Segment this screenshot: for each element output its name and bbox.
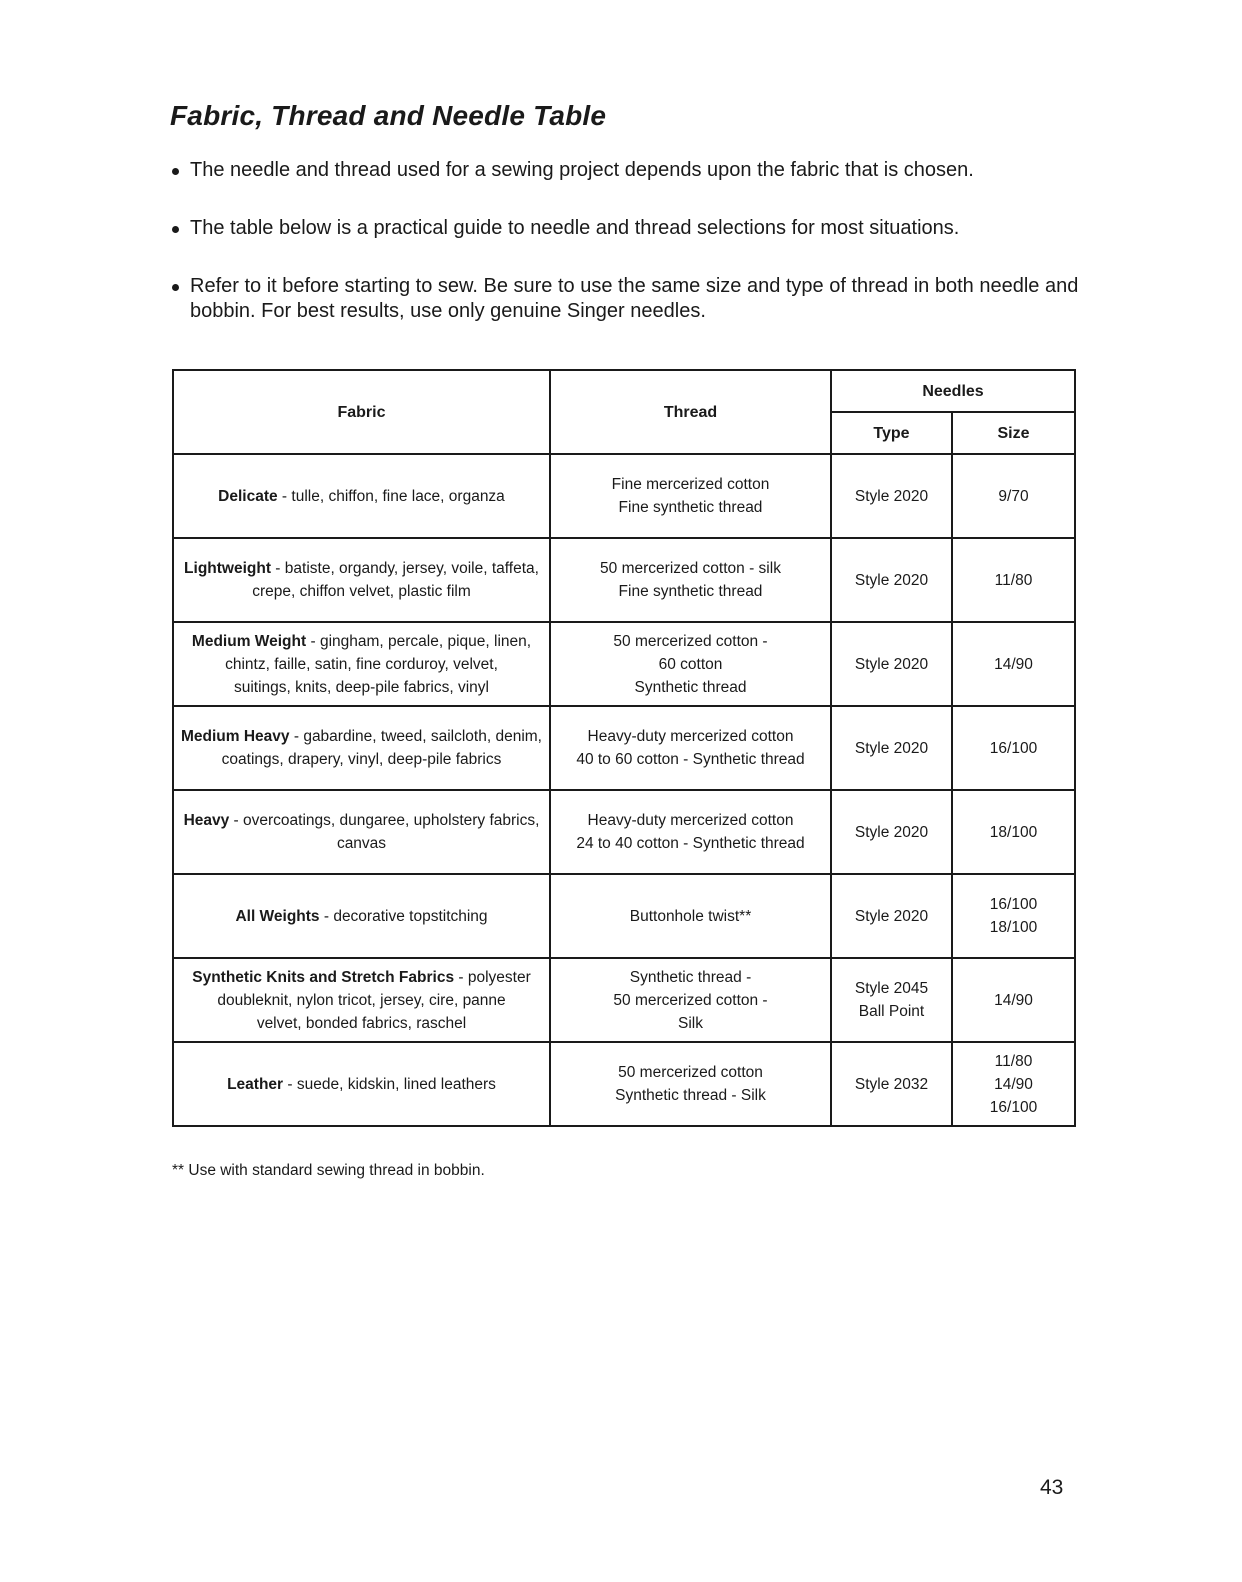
thread-cell: 50 mercerized cotton - silk Fine synthetic thread [550,538,831,622]
table-row [173,706,1075,790]
needle-type-cell: Style 2020 [831,790,952,874]
header-thread: Thread [550,370,831,454]
fabric-name: Leather [227,1075,284,1093]
needle-type-cell: Style 2020 [831,706,952,790]
fabric-desc: - polyester doubleknit, nylon tricot, jersey, cire, panne velvet, bonded fabrics, raschel [217,968,531,1032]
header-fabric: Fabric [173,370,550,454]
fabric-name: Medium Heavy [181,728,290,745]
fabric-name: All Weights [235,907,320,925]
header-needles: Needles [831,370,1075,412]
fabric-desc: - overcoatings, dungaree, upholstery fabrics, canvas [233,812,540,852]
fabric-desc: - batiste, organdy, jersey, voile, taffeta, crepe, chiffon velvet, plastic film [252,560,539,600]
footnote: ** Use with standard sewing thread in bobbin. [172,1162,485,1179]
thread-cell: 50 mercerized cotton - 60 cotton Synthetic thread [550,622,831,706]
needle-size-cell: 14/90 [952,958,1075,1042]
thread-cell: Fine mercerized cotton Fine synthetic thread [550,454,831,538]
bullet-text: The table below is a practical guide to needle and thread selections for most situations. [190,217,960,239]
needle-size-cell: 11/80 14/90 16/100 [952,1042,1075,1126]
bullet-item [170,274,1090,324]
needle-size-cell: 16/100 [952,706,1075,790]
needle-type-cell: Style 2020 [831,874,952,958]
fabric-desc: - tulle, chiffon, fine lace, organza [277,487,505,505]
needle-type-cell: Style 2045 Ball Point [831,958,952,1042]
thread-cell: 50 mercerized cotton Synthetic thread - Silk [550,1042,831,1126]
table-row [173,874,1075,958]
fabric-cell [173,454,550,538]
table-row [173,958,1075,1042]
bullet-dot-icon [172,284,179,291]
header-type: Type [831,412,952,454]
fabric-cell [173,958,550,1042]
page-number: 43 [1040,1476,1064,1499]
needle-type-cell: Style 2020 [831,622,952,706]
table-row [173,790,1075,874]
table-row [173,454,1075,538]
table-row [173,538,1075,622]
fabric-desc: - gabardine, tweed, sailcloth, denim, coatings, drapery, vinyl, deep-pile fabrics [221,728,542,768]
fabric-cell [173,538,550,622]
fabric-desc: - suede, kidskin, lined leathers [283,1075,496,1093]
needle-size-cell: 16/100 18/100 [952,874,1075,958]
needle-type-cell: Style 2020 [831,538,952,622]
fabric-name: Medium Weight [191,632,307,650]
intro-bullets [170,158,1090,357]
thread-cell: Synthetic thread - 50 mercerized cotton - Silk [550,958,831,1042]
fabric-name: Synthetic Knits and Stretch Fabrics [192,968,455,986]
needle-size-cell: 14/90 [952,622,1075,706]
table-row [173,622,1075,706]
fabric-cell [173,622,550,706]
fabric-name: Heavy [183,812,230,829]
bullet-text: The needle and thread used for a sewing project depends upon the fabric that is chosen. [190,159,974,181]
fabric-cell [173,874,550,958]
thread-cell: Heavy-duty mercerized cotton 40 to 60 cotton - Synthetic thread [550,706,831,790]
fabric-desc: - gingham, percale, pique, linen, chintz, faille, satin, fine corduroy, velvet, suitings, knits, deep-pile fabrics, vinyl [225,632,532,696]
page-title: Fabric, Thread and Needle Table [170,100,607,131]
needle-size-cell: 18/100 [952,790,1075,874]
fabric-thread-needle-table [172,369,1076,1127]
table-row [173,1042,1075,1126]
fabric-name: Lightweight [184,560,271,577]
header-size: Size [952,412,1075,454]
needle-type-cell: Style 2032 [831,1042,952,1126]
bullet-text: Refer to it before starting to sew. Be sure to use the same size and type of thread in both needle and bobbin. For best results, use only genuine Singer needles. [190,275,1079,322]
needle-size-cell: 11/80 [952,538,1075,622]
fabric-desc: - decorative topstitching [319,907,488,925]
fabric-cell [173,706,550,790]
thread-cell: Heavy-duty mercerized cotton 24 to 40 cotton - Synthetic thread [550,790,831,874]
bullet-dot-icon [172,168,179,175]
thread-cell: Buttonhole twist** [550,874,831,958]
bullet-item [170,158,1090,183]
fabric-cell [173,790,550,874]
bullet-dot-icon [172,226,179,233]
fabric-name: Delicate [218,487,278,505]
bullet-item [170,216,1090,241]
needle-size-cell: 9/70 [952,454,1075,538]
fabric-cell [173,1042,550,1126]
needle-type-cell: Style 2020 [831,454,952,538]
